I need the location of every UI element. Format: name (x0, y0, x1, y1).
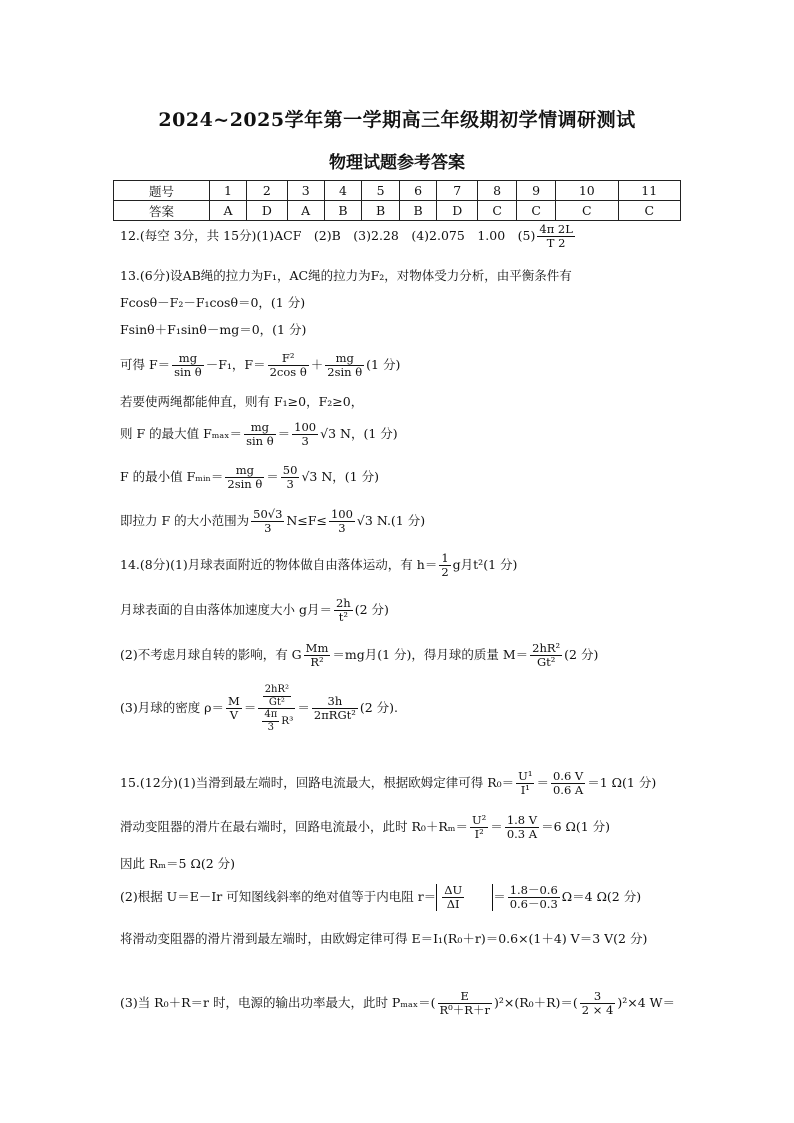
table-cell-answer: A (209, 201, 246, 221)
fraction: $\frac{3h}{\text{2πRGt²}}$ (313, 693, 356, 722)
q12-answer: 12.(每空 3分，共 15分)(1)ACF (2)B (3)2.28 (4)2.075 1.00 (5) $\frac{4\pi 2L}{T 2}$ (120, 222, 573, 251)
q13-line-2: Fcosθ－F₂－F₁cosθ＝0，(1 分) (120, 295, 306, 310)
fraction: $\frac{1}{2}$ (441, 551, 449, 580)
q14-line-3: (2)不考虑月球自转的影响，有 G $\frac{Mm}{\text{R²}}$ ＝mg月(1 分)，得月球的质量 M＝ $\frac{\text{2hR²}}{\text{Gt²}}$ (2 分) (120, 641, 599, 670)
fraction: $\frac{\text{U¹}}{\text{I¹}}$ (518, 769, 533, 798)
table-cell-answer: C (478, 201, 517, 221)
table-cell-answer: B (324, 201, 362, 221)
table-cell-number: 10 (556, 181, 618, 201)
fraction: $\frac{4\pi}{3}$ (264, 709, 278, 733)
q13-line-7: F 的最小值 Fₘᵢₙ＝ $\frac{mg}{\text{2sin θ}}$ ＝ $\frac{50}{3}$ √3 N，(1 分) (120, 463, 379, 492)
fraction: $\frac{4\pi 2L}{T 2}$ (539, 222, 573, 251)
table-cell-number: 6 (399, 181, 437, 201)
q15-line-4: (2)根据 U＝E－Ir 可知图线斜率的绝对值等于内电阻 r＝ $\frac{\Delta U}{\Delta I}$ ＝ $\frac{1.8-0.6}{0.6-0.3}$ Ω＝4 Ω(2 分) (120, 883, 642, 912)
fraction: $\frac{50√3}{3}$ (253, 507, 283, 536)
q13-line-1: 13.(6分)设AB绳的拉力为F₁，AC绳的拉力为F₂，对物体受力分析，由平衡条件有 (120, 268, 572, 283)
q15-line-5: 将滑动变阻器的滑片滑到最左端时，由欧姆定律可得 E＝I₁(R₀＋r)＝0.6×(1＋4) V＝3 V(2 分) (120, 931, 648, 946)
q15-line-1: 15.(12分)(1)当滑到最左端时，回路电流最大，根据欧姆定律可得 R₀＝ $\frac{\text{U¹}}{\text{I¹}}$ ＝ $\frac{0.6 V}{0.6 A}$ ＝1 Ω(1 分) (120, 769, 657, 798)
q14-line-4: (3)月球的密度 ρ＝ $\frac{M}{V}$ ＝ $\frac{\text{2hR²}}{\text{Gt²}}$ $\frac{4\pi}{3}$ R³ ＝ $\frac{3h}{\text{2πRGt²}}$ (2 分). (120, 684, 399, 733)
table-cell-answer: C (556, 201, 618, 221)
q15-line-3: 因此 Rₘ＝5 Ω(2 分) (120, 856, 236, 871)
table-cell-number: 5 (362, 181, 400, 201)
q13-line-6: 则 F 的最大值 Fₘₐₓ＝ $\frac{mg}{\text{sin θ}}$ ＝ $\frac{100}{3}$ √3 N，(1 分) (120, 420, 398, 449)
q15-line-2: 滑动变阻器的滑片在最右端时，回路电流最小，此时 R₀＋Rₘ＝ $\frac{\text{U²}}{\text{I²}}$ ＝ $\frac{1.8 V}{0.3 A}$ ＝6 Ω(1 分) (120, 813, 611, 842)
table-cell-answer: B (399, 201, 437, 221)
fraction: $\frac{Mm}{\text{R²}}$ (305, 641, 329, 670)
table-cell-answer: C (618, 201, 681, 221)
fraction: $\frac{\text{F²}}{\text{2cos θ}}$ (269, 351, 307, 380)
fraction: $\frac{E}{\text{R⁰＋R＋r}}$ (439, 989, 490, 1018)
answer-table (113, 180, 681, 221)
page-title: 2024~2025学年第一学期高三年级期初学情调研测试 (158, 109, 636, 131)
compound-fraction: $\frac{\text{2hR²}}{\text{Gt²}}$ $\frac{4\pi}{3}$ R³ (258, 684, 295, 733)
fraction: $\frac{\text{2hR²}}{\text{Gt²}}$ (264, 684, 290, 708)
fraction: $\frac{2h}{\text{t²}}$ (335, 596, 351, 625)
table-header-cell: 题号 (114, 181, 210, 201)
fraction: $\frac{100}{3}$ (294, 420, 317, 449)
fraction: $\frac{mg}{\text{2sin θ}}$ (227, 463, 263, 492)
q13-line-5: 若要使两绳都能伸直，则有 F₁≥0，F₂≥0， (120, 394, 364, 409)
fraction: $\frac{3}{2 \times 4}$ (581, 989, 614, 1018)
page-subtitle: 物理试题参考答案 (329, 153, 465, 173)
table-cell-number: 1 (209, 181, 246, 201)
fraction: $\frac{mg}{\text{sin θ}}$ (246, 420, 274, 449)
q13-line-3: Fsinθ＋F₁sinθ－mg＝0，(1 分) (120, 322, 307, 337)
fraction: $\frac{50}{3}$ (282, 463, 298, 492)
table-cell-number: 7 (437, 181, 478, 201)
table-header-cell: 答案 (114, 201, 210, 221)
fraction: $\frac{1.8 V}{0.3 A}$ (506, 813, 538, 842)
fraction: $\frac{\text{2hR²}}{\text{Gt²}}$ (532, 641, 561, 670)
table-cell-number: 11 (618, 181, 681, 201)
table-cell-answer: B (362, 201, 400, 221)
table-row-answers (114, 201, 681, 221)
table-cell-number: 9 (517, 181, 556, 201)
table-cell-number: 3 (287, 181, 324, 201)
table-cell-answer: D (246, 201, 287, 221)
q14-line-1: 14.(8分)(1)月球表面附近的物体做自由落体运动，有 h＝ $\frac{1}{2}$ g月t²(1 分) (120, 551, 518, 580)
table-cell-answer: C (517, 201, 556, 221)
fraction: $\frac{0.6 V}{0.6 A}$ (552, 769, 584, 798)
table-cell-number: 4 (324, 181, 362, 201)
fraction: $\frac{\Delta U}{\Delta I}$ (444, 883, 463, 912)
fraction: $\frac{mg}{\text{2sin θ}}$ (327, 351, 363, 380)
q13-line-4: 可得 F＝ $\frac{mg}{\text{sin θ}}$ －F₁，F＝ $\frac{\text{F²}}{\text{2cos θ}}$ ＋ $\frac{mg}{\text{2sin θ}}$ (1 分) (120, 351, 401, 380)
fraction: $\frac{M}{V}$ (228, 693, 240, 722)
table-cell-number: 2 (246, 181, 287, 201)
absolute-value (436, 884, 493, 911)
fraction: $\frac{mg}{\text{sin θ}}$ (174, 351, 202, 380)
table-row-numbers (114, 181, 681, 201)
table-cell-number: 8 (478, 181, 517, 201)
table-cell-answer: A (287, 201, 324, 221)
fraction: $\frac{100}{3}$ (330, 507, 353, 536)
fraction: $\frac{\text{U²}}{\text{I²}}$ (471, 813, 487, 842)
q14-line-2: 月球表面的自由落体加速度大小 g月＝ $\frac{2h}{\text{t²}}$ (2 分) (120, 596, 389, 625)
q13-line-8: 即拉力 F 的大小范围为 $\frac{50√3}{3}$ N≤F≤ $\frac{100}{3}$ √3 N.(1 分) (120, 507, 426, 536)
table-cell-answer: D (437, 201, 478, 221)
fraction: $\frac{1.8-0.6}{0.6-0.3}$ (509, 883, 558, 912)
q15-line-6: (3)当 R₀＋R＝r 时，电源的输出功率最大，此时 Pₘₐₓ＝( $\frac{E}{\text{R⁰＋R＋r}}$ )²×(R₀＋R)＝( $\frac{3}{2 \times 4}$ )²×4 W＝ (120, 989, 676, 1018)
